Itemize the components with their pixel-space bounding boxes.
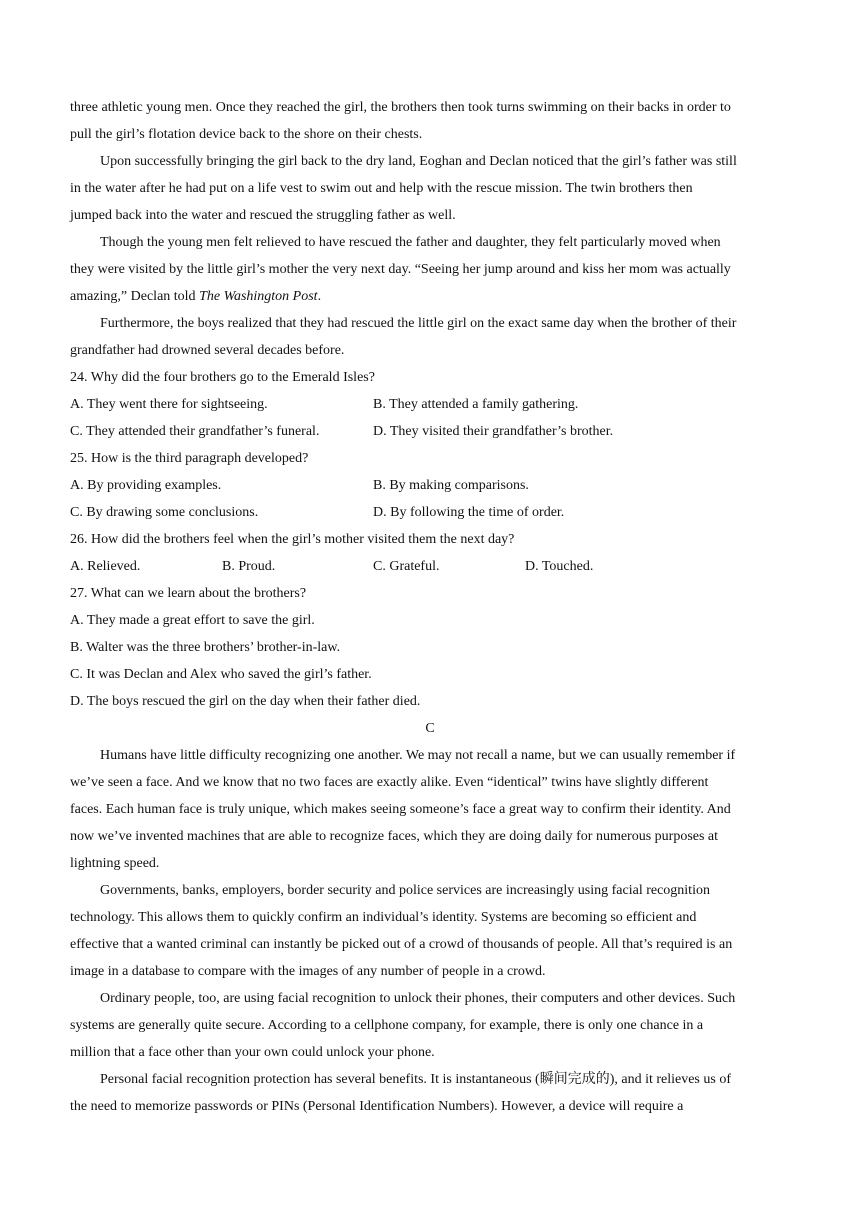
question-25-option-b: B. By making comparisons. xyxy=(373,478,529,493)
passage-line: lightning speed. xyxy=(70,856,160,871)
passage-line: million that a face other than your own could unlock your phone. xyxy=(70,1045,435,1060)
passage-line: technology. This allows them to quickly confirm an individual’s identity. Systems are becoming so efficient and xyxy=(70,910,697,925)
passage-line: Humans have little difficulty recognizing one another. We may not recall a name, but we can usually remember if xyxy=(100,748,736,763)
passage-line: three athletic young men. Once they reached the girl, the brothers then took turns swimming on their backs in order to xyxy=(70,100,731,115)
passage-line: they were visited by the little girl’s mother the very next day. “Seeing her jump around and kiss her mom was actually xyxy=(70,262,731,277)
passage-line: Though the young men felt relieved to have rescued the father and daughter, they felt particularly moved when xyxy=(100,235,721,250)
question-24-option-d: D. They visited their grandfather’s brother. xyxy=(373,424,614,439)
passage-line: grandfather had drowned several decades before. xyxy=(70,343,345,358)
question-27-option-a: A. They made a great effort to save the girl. xyxy=(70,613,315,628)
passage-line: Upon successfully bringing the girl back to the dry land, Eoghan and Declan noticed that the girl’s father was still xyxy=(100,154,737,169)
question-27-option-b: B. Walter was the three brothers’ brother-in-law. xyxy=(70,640,341,655)
question-27-stem: 27. What can we learn about the brothers? xyxy=(70,586,307,601)
question-25-option-c: C. By drawing some conclusions. xyxy=(70,505,259,520)
question-25-stem: 25. How is the third paragraph developed? xyxy=(70,451,309,466)
passage-line: Governments, banks, employers, border security and police services are increasingly using facial recognition xyxy=(100,883,710,898)
question-26-option-d: D. Touched. xyxy=(525,559,594,574)
passage-line: Furthermore, the boys realized that they had rescued the little girl on the exact same day when the brother of their xyxy=(100,316,737,331)
passage-line: image in a database to compare with the images of any number of people in a crowd. xyxy=(70,964,546,979)
passage-line: faces. Each human face is truly unique, which makes seeing someone’s face a great way to confirm their identity. And xyxy=(70,802,731,817)
passage-line: systems are generally quite secure. According to a cellphone company, for example, there is only one chance in a xyxy=(70,1018,704,1033)
question-24-option-a: A. They went there for sightseeing. xyxy=(70,397,268,412)
passage-text: . xyxy=(317,289,322,304)
question-24-option-c: C. They attended their grandfather’s funeral. xyxy=(70,424,320,439)
question-27-option-c: C. It was Declan and Alex who saved the girl’s father. xyxy=(70,667,372,682)
question-24-stem: 24. Why did the four brothers go to the Emerald Isles? xyxy=(70,370,375,385)
question-26-option-c: C. Grateful. xyxy=(373,559,440,574)
passage-text: amazing,” Declan told xyxy=(70,289,200,304)
passage-line: jumped back into the water and rescued the struggling father as well. xyxy=(70,208,456,223)
question-27-option-d: D. The boys rescued the girl on the day when their father died. xyxy=(70,694,421,709)
passage-line: pull the girl’s flotation device back to the shore on their chests. xyxy=(70,127,423,142)
question-25-option-a: A. By providing examples. xyxy=(70,478,222,493)
passage-line: now we’ve invented machines that are able to recognize faces, which they are doing daily for numerous purposes at xyxy=(70,829,719,844)
question-26-option-b: B. Proud. xyxy=(222,559,276,574)
passage-line: Personal facial recognition protection has several benefits. It is instantaneous (瞬间完成的), and it relieves us of xyxy=(100,1072,731,1087)
passage-line: we’ve seen a face. And we know that no two faces are exactly alike. Even “identical” twins have slightly different xyxy=(70,775,709,790)
passage-line: Ordinary people, too, are using facial recognition to unlock their phones, their computers and other devices. Such xyxy=(100,991,736,1006)
passage-line: the need to memorize passwords or PINs (Personal Identification Numbers). However, a device will require a xyxy=(70,1099,684,1114)
passage-line: in the water after he had put on a life vest to swim out and help with the rescue mission. The twin brothers then xyxy=(70,181,693,196)
question-24-option-b: B. They attended a family gathering. xyxy=(373,397,579,412)
newspaper-title: The Washington Post xyxy=(199,289,318,304)
passage-line: effective that a wanted criminal can instantly be picked out of a crowd of thousands of people. All that’s required is an xyxy=(70,937,733,952)
section-heading-c: C xyxy=(425,721,435,736)
passage-line xyxy=(70,288,321,306)
question-26-option-a: A. Relieved. xyxy=(70,559,141,574)
question-25-option-d: D. By following the time of order. xyxy=(373,505,565,520)
question-26-stem: 26. How did the brothers feel when the girl’s mother visited them the next day? xyxy=(70,532,515,547)
